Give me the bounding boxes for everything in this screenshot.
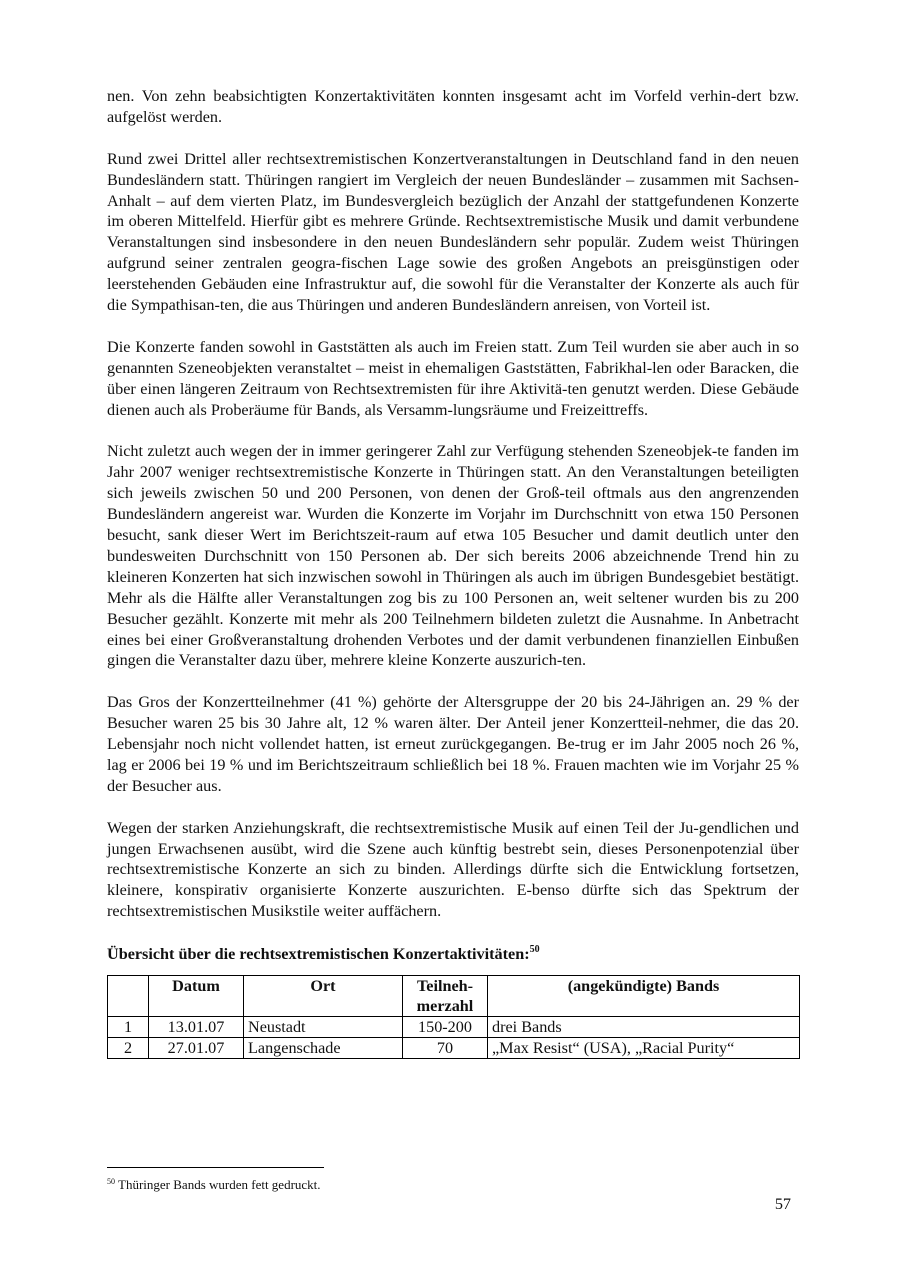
table-header-row xyxy=(108,976,800,1017)
footnote-number: 50 xyxy=(107,1177,115,1186)
paragraph-6: Wegen der starken Anziehungskraft, die rechtsextremistische Musik auf einen Teil der Ju-gendlichen und jungen Erwachsenen ausübt, wird die Szene auch künftig bestrebt sein, dieses Personenpotenzial über rechtsextremistische Konzerte an sich zu binden. Allerdings dürfte sich die Entwicklung fortsetzen, kleinere, konspirativ organisierte Konzerte auszurichten. E-benso dürfte sich das Spektrum der rechtsextremistischen Musikstile weiter auffächern. xyxy=(107,818,799,921)
table-heading-text: Übersicht über die rechtsextremistischen Konzertaktivitäten: xyxy=(107,945,530,964)
table-row xyxy=(108,1017,800,1038)
cell-bands: „Max Resist“ (USA), „Racial Purity“ xyxy=(488,1038,800,1059)
footnote xyxy=(107,1177,321,1193)
table-heading xyxy=(107,943,799,965)
paragraph-3: Die Konzerte fanden sowohl in Gaststätten als auch im Freien statt. Zum Teil wurden sie aber auch in so genannten Szeneobjekten veranstaltet – meist in ehemaligen Gaststätten, Fabrikhal-len oder Baracken, die über einen längeren Zeitraum von Rechtsextremisten für ihre Aktivitä-ten genutzt werden. Diese Gebäude dienen auch als Proberäume für Bands, als Versamm-lungsräume und Freizeittreffs. xyxy=(107,337,799,419)
concert-overview-table xyxy=(107,975,800,1059)
header-bands: (angekündigte) Bands xyxy=(488,976,800,1017)
cell-ort: Neustadt xyxy=(244,1017,403,1038)
header-teilnehmerzahl: Teilneh- merzahl xyxy=(403,976,488,1017)
cell-bands: drei Bands xyxy=(488,1017,800,1038)
paragraph-4: Nicht zuletzt auch wegen der in immer geringerer Zahl zur Verfügung stehenden Szeneobjek-te fanden im Jahr 2007 weniger rechtsextremistische Konzerte in Thüringen statt. An den Veranstaltungen beteiligten sich jeweils zwischen 50 und 200 Personen, von denen der Groß-teil oftmals aus den angrenzenden Bundesländern angereist war. Wurden die Konzerte im Vorjahr im Durchschnitt von etwa 150 Personen besucht, sank dieser Wert im Berichtszeit-raum auf etwa 105 Besucher und damit deutlich unter den bundesweiten Durchschnitt von 150 Personen ab. Der sich bereits 2006 abzeichnende Trend hin zu kleineren Konzerten hat sich inzwischen sowohl in Thüringen als auch im übrigen Bundesgebiet bestätigt. Mehr als die Hälfte aller Veranstaltungen zog bis zu 100 Personen an, weit seltener wurden bis zu 200 Besucher gezählt. Konzerte mit mehr als 200 Teilnehmern bildeten zuletzt die Ausnahme. In Anbetracht eines bei einer Großveranstaltung drohenden Verbotes und der damit verbundenen finanziellen Einbußen gingen die Veranstalter dazu über, mehrere kleine Konzerte auszurich-ten. xyxy=(107,442,799,670)
table-row xyxy=(108,1038,800,1059)
paragraph-1: nen. Von zehn beabsichtigten Konzertaktivitäten konnten insgesamt acht im Vorfeld verhin-dert bzw. aufgelöst werden. xyxy=(107,87,799,126)
footnote-ref: 50 xyxy=(529,944,540,956)
paragraph-2: Rund zwei Drittel aller rechtsextremistischen Konzertveranstaltungen in Deutschland fand in den neuen Bundesländern statt. Thüringen rangiert im Vergleich der neuen Bundesländer – zusammen mit Sachsen-Anhalt – auf dem vierten Platz, im Bundesvergleich bezüglich der Anzahl der stattgefundenen Konzerte im oberen Mittelfeld. Hierfür gibt es mehrere Gründe. Rechtsextremistische Musik und damit verbundene Veranstaltungen sind insbesondere in den neuen Bundesländern sehr populär. Zudem weist Thüringen aufgrund seiner zentralen geogra-fischen Lage sowie des großen Angebots an preisgünstigen oder leerstehenden Gebäuden eine Infrastruktur auf, die sowohl für die Veranstalter der Konzerte als auch für die Sympathisan-ten, die aus Thüringen und anderen Bundesländern anreisen, von Vorteil ist. xyxy=(107,149,799,315)
paragraph-5: Das Gros der Konzertteilnehmer (41 %) gehörte der Altersgruppe der 20 bis 24-Jährigen an. 29 % der Besucher waren 25 bis 30 Jahre alt, 12 % waren älter. Der Anteil jener Konzertteil-nehmer, die das 20. Lebensjahr noch nicht vollendet hatten, ist erneut zurückgegangen. Be-trug er im Jahr 2005 noch 26 %, lag er 2006 bei 19 % und im Berichtszeitraum schließlich bei 18 %. Frauen machten wie im Vorjahr 25 % der Besucher aus. xyxy=(107,693,799,795)
cell-datum: 27.01.07 xyxy=(149,1038,244,1059)
page-number: 57 xyxy=(774,1195,791,1213)
cell-teilnehmerzahl: 70 xyxy=(403,1038,488,1059)
cell-nr: 1 xyxy=(108,1017,149,1038)
cell-ort: Langenschade xyxy=(244,1038,403,1059)
header-datum: Datum xyxy=(149,976,244,1017)
header-ort: Ort xyxy=(244,976,403,1017)
footnote-text: Thüringer Bands wurden fett gedruckt. xyxy=(118,1177,321,1192)
footnote-separator xyxy=(107,1167,324,1168)
cell-teilnehmerzahl: 150-200 xyxy=(403,1017,488,1038)
document-page xyxy=(107,86,799,1059)
cell-nr: 2 xyxy=(108,1038,149,1059)
header-nr xyxy=(108,976,149,1017)
cell-datum: 13.01.07 xyxy=(149,1017,244,1038)
